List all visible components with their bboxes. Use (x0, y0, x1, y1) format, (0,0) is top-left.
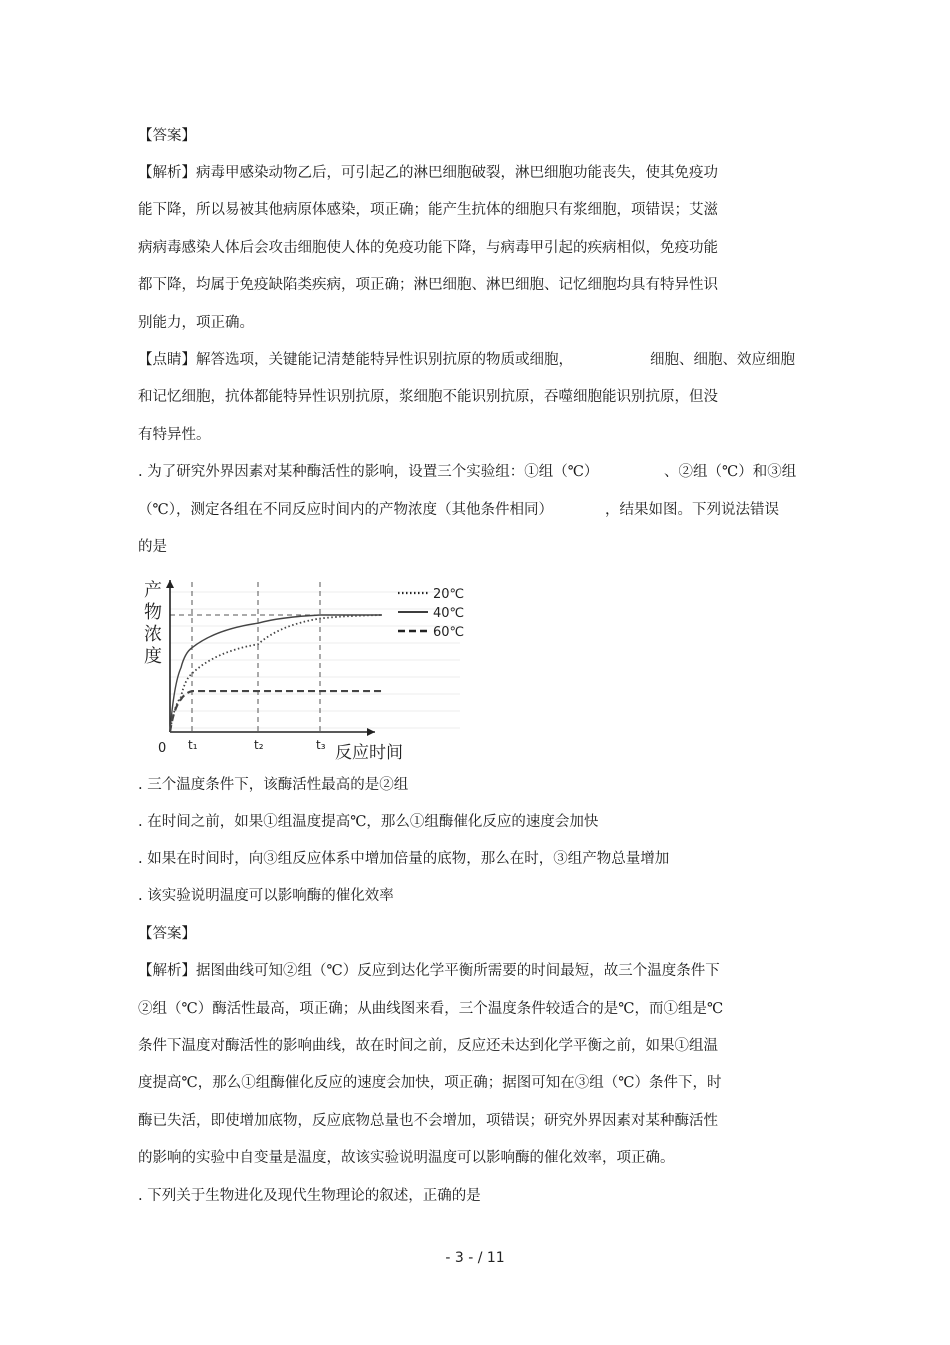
origin-label: 0 (158, 741, 167, 756)
x-tick-label: t₂ (254, 738, 264, 752)
x-tick-label: t₃ (316, 738, 326, 752)
analysis1-line-5: 别能力，项正确。 (138, 315, 254, 331)
option-d: . 该实验说明温度可以影响酶的催化效率 (138, 888, 394, 904)
question-line-a: . 为了研究外界因素对某种酶活性的影响，设置三个实验组：①组（℃） (138, 464, 599, 480)
legend-label: 60℃ (433, 625, 465, 640)
analysis2-line-2: ②组（℃）酶活性最高，项正确；从曲线图来看，三个温度条件较适合的是℃，而①组是℃ (138, 1001, 724, 1017)
question-line-e: 的是 (138, 539, 167, 555)
answer2-label: 【答案】 (138, 926, 196, 942)
x-axis-label: 反应时间 (335, 743, 403, 763)
analysis2-line-4: 度提高℃，那么①组酶催化反应的速度会加快，项正确；据图可知在③组（℃）条件下，时 (138, 1075, 722, 1091)
series-line-60c (170, 691, 382, 732)
series-line-40c (170, 615, 382, 732)
enzyme-chart (140, 572, 480, 767)
x-axis-arrow (367, 728, 375, 736)
analysis1-line-3: 病病毒感染人体后会攻击细胞使人体的免疫功能下降，与病毒甲引起的疾病相似，免疫功能 (138, 240, 718, 256)
y-axis-label: 产物浓度 (144, 580, 162, 667)
pointer1-line-b: 细胞、细胞、效应细胞 (650, 352, 795, 368)
option-b: . 在时间之前，如果①组温度提高℃，那么①组酶催化反应的速度会加快 (138, 814, 599, 830)
analysis2-line-5: 酶已失活，即使增加底物，反应底物总量也不会增加，项错误；研究外界因素对某种酶活性 (138, 1113, 718, 1129)
page-number: - 3 - / 11 (445, 1250, 505, 1266)
pointer1-line-2: 和记忆细胞，抗体都能特异性识别抗原，浆细胞不能识别抗原，吞噬细胞能识别抗原，但没 (138, 389, 718, 405)
analysis1-line-1: 【解析】病毒甲感染动物乙后，可引起乙的淋巴细胞破裂，淋巴细胞功能丧失，使其免疫功 (138, 165, 718, 181)
option-a: . 三个温度条件下，该酶活性最高的是②组 (138, 777, 409, 793)
option-c: . 如果在时间时，向③组反应体系中增加倍量的底物，那么在时，③组产物总量增加 (138, 851, 670, 867)
analysis2-line-1: 【解析】据图曲线可知②组（℃）反应到达化学平衡所需要的时间最短，故三个温度条件下 (138, 963, 720, 979)
series-line-20c (170, 615, 382, 732)
legend-label: 40℃ (433, 606, 465, 621)
question-line-d: ，结果如图。下列说法错误 (605, 502, 779, 518)
question-line-b: 、②组（℃）和③组 (664, 464, 797, 480)
analysis1-line-4: 都下降，均属于免疫缺陷类疾病，项正确；淋巴细胞、淋巴细胞、记忆细胞均具有特异性识 (138, 277, 718, 293)
next-question: . 下列关于生物进化及现代生物理论的叙述，正确的是 (138, 1188, 481, 1204)
analysis2-line-3: 条件下温度对酶活性的影响曲线，故在时间之前，反应还未达到化学平衡之前，如果①组温 (138, 1038, 718, 1054)
legend-label: 20℃ (433, 587, 465, 602)
x-tick-label: t₁ (188, 738, 198, 752)
y-axis-arrow (166, 580, 174, 588)
question-line-c: （℃），测定各组在不同反应时间内的产物浓度（其他条件相同） (138, 502, 553, 518)
analysis1-line-2: 能下降，所以易被其他病原体感染，项正确；能产生抗体的细胞只有浆细胞，项错误；艾滋 (138, 202, 718, 218)
analysis2-line-6: 的影响的实验中自变量是温度，故该实验说明温度可以影响酶的催化效率，项正确。 (138, 1150, 675, 1166)
pointer1-line-a: 【点睛】解答选项，关键能记清楚能特异性识别抗原的物质或细胞， (138, 352, 573, 368)
answer1-label: 【答案】 (138, 128, 196, 144)
chart-svg (140, 572, 480, 767)
pointer1-line-3: 有特异性。 (138, 427, 211, 443)
